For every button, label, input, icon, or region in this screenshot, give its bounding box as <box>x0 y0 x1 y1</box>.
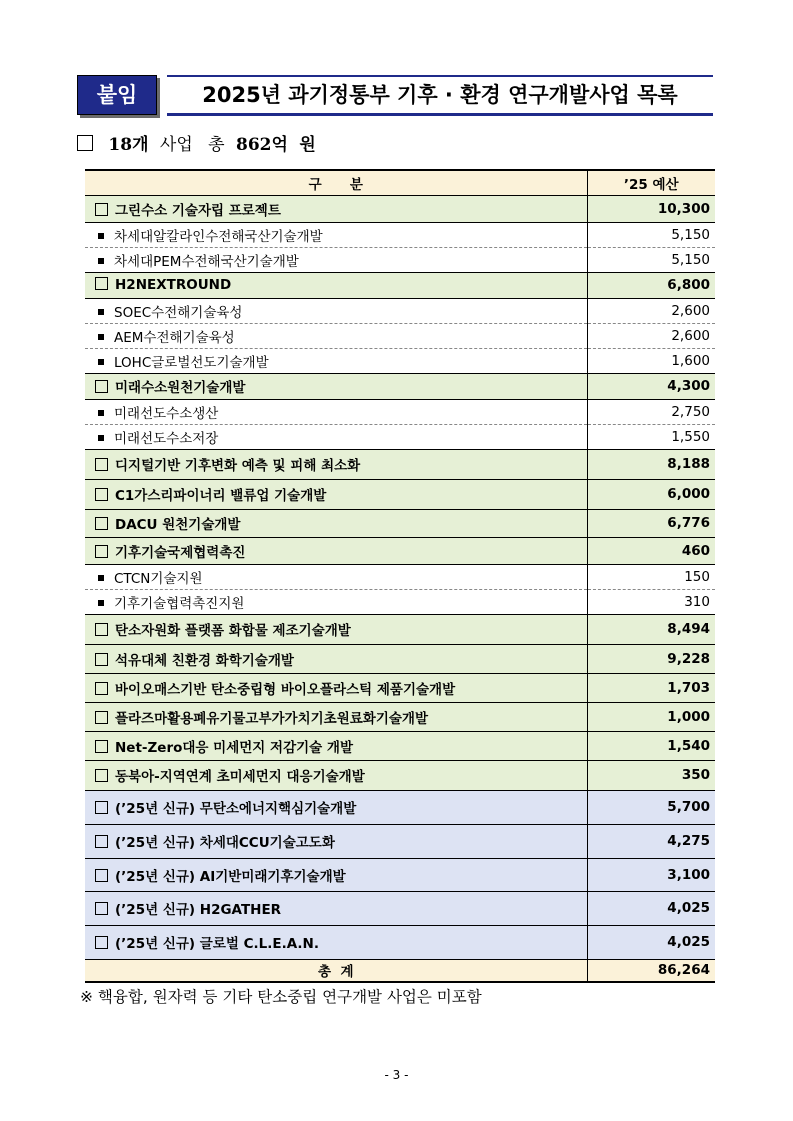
row-budget: 5,150 <box>587 222 715 247</box>
subprogram-row <box>85 399 715 424</box>
row-budget: 4,025 <box>587 925 715 959</box>
row-budget: 2,750 <box>587 399 715 424</box>
row-name: (’25년 신규) 차세대CCU기술고도화 <box>115 835 335 851</box>
row-budget: 350 <box>587 760 715 790</box>
summary-text-3: 원 <box>299 135 316 155</box>
program-row <box>85 373 715 399</box>
row-name: (’25년 신규) 글로벌 C.L.E.A.N. <box>115 936 319 952</box>
subprogram-row <box>85 348 715 373</box>
row-name-cell <box>85 564 587 589</box>
row-name-cell <box>85 589 587 614</box>
row-name: Net-Zero대응 미세먼지 저감기술 개발 <box>115 739 353 756</box>
checkbox-square-icon <box>95 653 108 666</box>
summary-text-1: 사업 <box>159 135 193 155</box>
summary-amount: 862억 <box>236 135 288 155</box>
row-name: SOEC수전해기술육성 <box>114 304 243 321</box>
row-name-cell <box>85 348 587 373</box>
total-row <box>85 959 715 982</box>
program-row <box>85 673 715 702</box>
row-name-cell <box>85 247 587 272</box>
row-name: 미래선도수소생산 <box>114 405 219 422</box>
program-row <box>85 614 715 644</box>
checkbox-square-icon <box>95 545 108 558</box>
row-budget: 1,600 <box>587 348 715 373</box>
checkbox-square-icon <box>95 277 108 290</box>
column-header-budget: ’25 예산 <box>587 170 715 195</box>
bullet-icon <box>98 575 104 581</box>
row-name-cell <box>85 509 587 537</box>
program-row <box>85 790 715 824</box>
row-budget: 4,025 <box>587 891 715 925</box>
row-budget: 10,300 <box>587 195 715 222</box>
subprogram-row <box>85 222 715 247</box>
program-row <box>85 272 715 298</box>
row-name-cell <box>85 760 587 790</box>
subprogram-row <box>85 424 715 449</box>
row-name: AEM수전해기술육성 <box>114 329 235 346</box>
bullet-icon <box>98 258 104 264</box>
checkbox-square-icon <box>95 488 108 501</box>
row-budget: 5,700 <box>587 790 715 824</box>
page-number: - 3 - <box>384 1068 409 1082</box>
row-budget: 6,776 <box>587 509 715 537</box>
row-name: 차세대PEM수전해국산기술개발 <box>114 253 299 270</box>
row-name-cell <box>85 479 587 509</box>
row-name-cell <box>85 323 587 348</box>
row-name-cell <box>85 399 587 424</box>
table-header-row <box>85 170 715 195</box>
row-name-cell <box>85 373 587 399</box>
total-value: 86,264 <box>587 959 715 982</box>
subprogram-row <box>85 564 715 589</box>
attachment-badge: 붙임 <box>77 75 157 115</box>
row-budget: 8,188 <box>587 449 715 479</box>
row-name: DACU 원천기술개발 <box>115 517 241 533</box>
row-name: 동북아-지역연계 초미세먼지 대응기술개발 <box>115 769 365 785</box>
program-row <box>85 479 715 509</box>
bullet-icon <box>98 435 104 441</box>
program-row <box>85 731 715 760</box>
bullet-icon <box>98 410 104 416</box>
row-name: C1가스리파이너리 밸류업 기술개발 <box>115 488 327 504</box>
row-name-cell <box>85 644 587 673</box>
checkbox-square-icon <box>95 902 108 915</box>
checkbox-square-icon <box>95 936 108 949</box>
checkbox-square-icon <box>95 769 108 782</box>
summary-text-2: 총 <box>208 135 225 155</box>
row-name-cell <box>85 858 587 891</box>
row-budget: 150 <box>587 564 715 589</box>
row-name-cell <box>85 272 587 298</box>
row-name-cell <box>85 824 587 858</box>
footnote: ※ 핵융합, 원자력 등 기타 탄소중립 연구개발 사업은 미포함 <box>80 988 482 1006</box>
row-name: 기후기술협력촉진지원 <box>114 595 245 612</box>
row-name: 차세대알칼라인수전해국산기술개발 <box>114 228 323 245</box>
program-row <box>85 702 715 731</box>
program-row <box>85 195 715 222</box>
row-budget: 8,494 <box>587 614 715 644</box>
row-name: (’25년 신규) AI기반미래기후기술개발 <box>115 868 346 885</box>
row-name: 기후기술국제협력촉진 <box>115 544 246 561</box>
bullet-icon <box>98 309 104 315</box>
checkbox-square-icon <box>95 801 108 814</box>
checkbox-square-icon <box>95 203 108 216</box>
subprogram-row <box>85 247 715 272</box>
program-row <box>85 537 715 564</box>
row-name-cell <box>85 449 587 479</box>
row-budget: 2,600 <box>587 323 715 348</box>
row-name-cell <box>85 790 587 824</box>
program-row <box>85 891 715 925</box>
row-budget: 6,800 <box>587 272 715 298</box>
row-budget: 4,275 <box>587 824 715 858</box>
row-budget: 2,600 <box>587 298 715 323</box>
subprogram-row <box>85 589 715 614</box>
row-name-cell <box>85 537 587 564</box>
row-name: 그린수소 기술자립 프로젝트 <box>115 202 281 219</box>
row-name-cell <box>85 614 587 644</box>
program-row <box>85 858 715 891</box>
row-name: LOHC글로벌선도기술개발 <box>114 354 269 371</box>
program-row <box>85 509 715 537</box>
budget-table <box>85 169 715 983</box>
row-budget: 1,703 <box>587 673 715 702</box>
row-name-cell <box>85 298 587 323</box>
program-row <box>85 760 715 790</box>
checkbox-square-icon <box>77 135 93 151</box>
checkbox-square-icon <box>95 711 108 724</box>
row-name-cell <box>85 702 587 731</box>
program-row <box>85 925 715 959</box>
page-title: 2025년 과기정통부 기후 · 환경 연구개발사업 목록 <box>167 75 713 116</box>
checkbox-square-icon <box>95 835 108 848</box>
row-budget: 1,540 <box>587 731 715 760</box>
bullet-icon <box>98 359 104 365</box>
row-name: (’25년 신규) H2GATHER <box>115 902 282 918</box>
row-name: 탄소자원화 플랫폼 화합물 제조기술개발 <box>115 623 351 639</box>
header <box>77 75 713 115</box>
row-name: 바이오매스기반 탄소중립형 바이오플라스틱 제품기술개발 <box>115 681 456 698</box>
row-budget: 1,000 <box>587 702 715 731</box>
row-name-cell <box>85 925 587 959</box>
checkbox-square-icon <box>95 458 108 471</box>
program-row <box>85 824 715 858</box>
row-name-cell <box>85 424 587 449</box>
subprogram-row <box>85 298 715 323</box>
row-name: 석유대체 친환경 화학기술개발 <box>115 652 294 669</box>
row-budget: 5,150 <box>587 247 715 272</box>
program-row <box>85 449 715 479</box>
summary-line <box>77 133 316 157</box>
checkbox-square-icon <box>95 869 108 882</box>
program-row <box>85 644 715 673</box>
row-name: 플라즈마활용폐유기물고부가가치기초원료화기술개발 <box>115 710 428 727</box>
subprogram-row <box>85 323 715 348</box>
row-budget: 3,100 <box>587 858 715 891</box>
row-budget: 310 <box>587 589 715 614</box>
checkbox-square-icon <box>95 380 108 393</box>
row-name-cell <box>85 731 587 760</box>
row-name-cell <box>85 891 587 925</box>
row-budget: 1,550 <box>587 424 715 449</box>
row-name: CTCN기술지원 <box>114 570 203 587</box>
row-name: 미래수소원천기술개발 <box>115 380 246 396</box>
row-name: (’25년 신규) 무탄소에너지핵심기술개발 <box>115 801 357 817</box>
bullet-icon <box>98 233 104 239</box>
row-name: H2NEXTROUND <box>115 277 232 293</box>
row-name-cell <box>85 195 587 222</box>
row-budget: 460 <box>587 537 715 564</box>
checkbox-square-icon <box>95 682 108 695</box>
row-budget: 9,228 <box>587 644 715 673</box>
checkbox-square-icon <box>95 517 108 530</box>
bullet-icon <box>98 600 104 606</box>
checkbox-square-icon <box>95 740 108 753</box>
row-budget: 6,000 <box>587 479 715 509</box>
checkbox-square-icon <box>95 623 108 636</box>
row-name-cell <box>85 673 587 702</box>
row-name-cell <box>85 222 587 247</box>
total-label: 총 계 <box>85 959 587 982</box>
bullet-icon <box>98 334 104 340</box>
row-budget: 4,300 <box>587 373 715 399</box>
row-name: 미래선도수소저장 <box>114 430 219 447</box>
row-name: 디지털기반 기후변화 예측 및 피해 최소화 <box>115 458 361 474</box>
column-header-category: 구 분 <box>85 170 587 195</box>
summary-count: 18개 <box>108 135 149 155</box>
